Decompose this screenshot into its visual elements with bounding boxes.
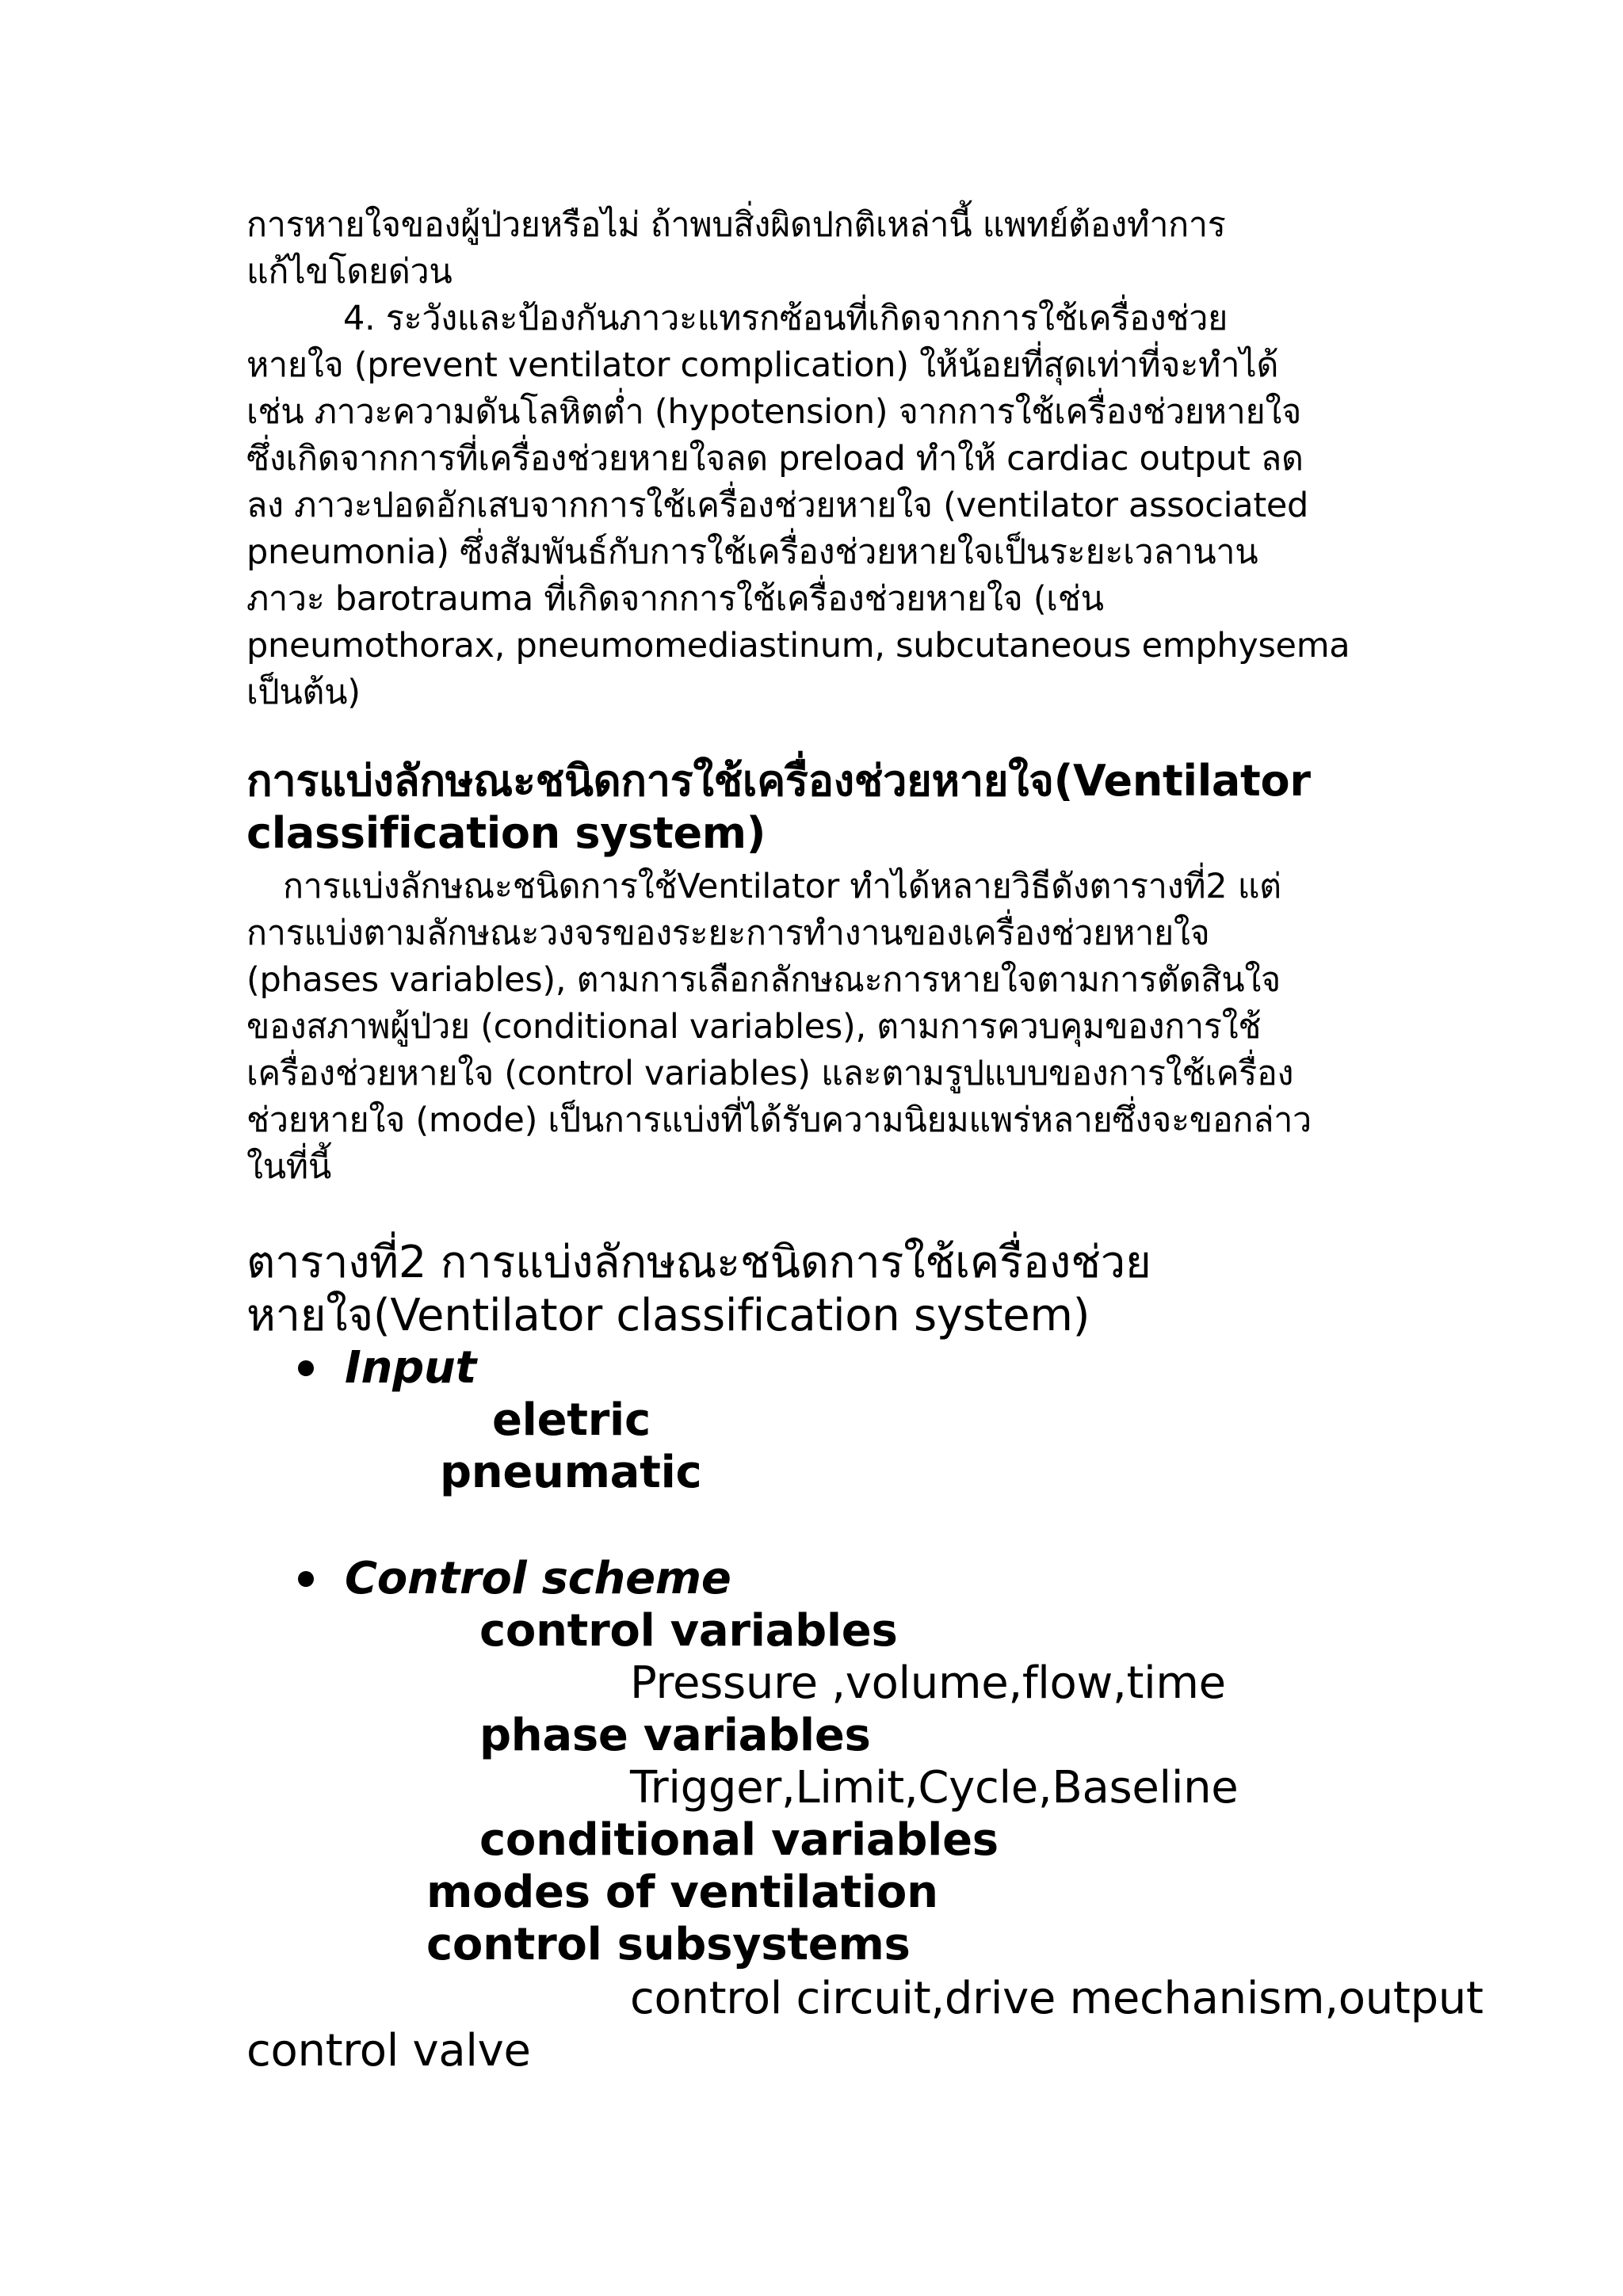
outline-modes-of-ventilation: modes of ventilation xyxy=(426,1867,938,1918)
paragraph1-line: หายใจ (prevent ventilator complication) ให้น้อยที่สุดเท่าที่จะทำได้ xyxy=(246,345,1279,385)
outline-control-variables: control variables xyxy=(479,1605,898,1657)
bullet-icon xyxy=(298,1571,314,1587)
outline-control-subsystems: control subsystems xyxy=(426,1919,911,1970)
paragraph1-line: การหายใจของผู้ป่วยหรือไม่ ถ้าพบสิ่งผิดปกติเหล่านี้ แพทย์ต้องทำการ xyxy=(246,205,1226,245)
outline-control-subsystems-detail-cont: control valve xyxy=(246,2025,531,2077)
outline-conditional-variables: conditional variables xyxy=(479,1814,999,1866)
outline-phase-variables-detail: Trigger,Limit,Cycle,Baseline xyxy=(630,1762,1239,1814)
bullet-icon xyxy=(298,1360,314,1376)
paragraph1-line: ซึ่งเกิดจากการที่เครื่องช่วยหายใจลด preload ทำให้ cardiac output ลด xyxy=(246,439,1304,479)
outline-input-item: eletric xyxy=(492,1394,651,1446)
paragraph1-line: ลง ภาวะปอดอักเสบจากการใช้เครื่องช่วยหายใจ (ventilator associated xyxy=(246,486,1309,525)
paragraph1-line: 4. ระวังและป้องกันภาวะแทรกซ้อนที่เกิดจากการใช้เครื่องช่วย xyxy=(343,299,1228,338)
table-caption: หายใจ(Ventilator classification system) xyxy=(246,1290,1090,1341)
section-heading: การแบ่งลักษณะชนิดการใช้เครื่องช่วยหายใจ(Ventilator xyxy=(246,756,1311,806)
section-heading: classification system) xyxy=(246,808,766,858)
outline-control-scheme-label: Control scheme xyxy=(345,1553,731,1604)
paragraph2-line: การแบ่งลักษณะชนิดการใช้Ventilator ทำได้หลายวิธีดังตารางที่2 แต่ xyxy=(283,867,1281,906)
outline-input-item: pneumatic xyxy=(440,1447,702,1498)
table-caption: ตารางที่2 การแบ่งลักษณะชนิดการใช้เครื่องช่วย xyxy=(246,1237,1151,1288)
paragraph2-line: การแบ่งตามลักษณะวงจรของระยะการทำงานของเครื่องช่วยหายใจ xyxy=(246,913,1210,953)
paragraph2-line: ในที่นี้ xyxy=(246,1147,331,1187)
paragraph2-line: (phases variables), ตามการเลือกลักษณะการหายใจตามการตัดสินใจ xyxy=(246,960,1281,1000)
paragraph1-line: เช่น ภาวะความดันโลหิตต่ำ (hypotension) จากการใช้เครื่องช่วยหายใจ xyxy=(246,392,1301,432)
paragraph1-line: pneumonia) ซึ่งสัมพันธ์กับการใช้เครื่องช่วยหายใจเป็นระยะเวลานาน xyxy=(246,532,1258,572)
paragraph2-line: ของสภาพผู้ป่วย (conditional variables), ตามการควบคุมของการใช้ xyxy=(246,1007,1262,1047)
outline-control-subsystems-detail: control circuit,drive mechanism,output xyxy=(630,1973,1484,2024)
paragraph1-line: ภาวะ barotrauma ที่เกิดจากการใช้เครื่องช่วยหายใจ (เช่น xyxy=(246,579,1104,619)
paragraph2-line: ช่วยหายใจ (mode) เป็นการแบ่งที่ได้รับความนิยมแพร่หลายซึ่งจะขอกล่าว xyxy=(246,1100,1312,1140)
paragraph2-line: เครื่องช่วยหายใจ (control variables) และตามรูปแบบของการใช้เครื่อง xyxy=(246,1054,1294,1093)
paragraph1-line: เป็นต้น) xyxy=(246,673,361,712)
outline-phase-variables: phase variables xyxy=(479,1710,871,1761)
paragraph1-line: แก้ไขโดยด่วน xyxy=(246,252,453,292)
outline-input-label: Input xyxy=(345,1342,476,1394)
outline-control-variables-detail: Pressure ,volume,flow,time xyxy=(630,1657,1226,1709)
paragraph1-line: pneumothorax, pneumomediastinum, subcutaneous emphysema xyxy=(246,626,1350,666)
